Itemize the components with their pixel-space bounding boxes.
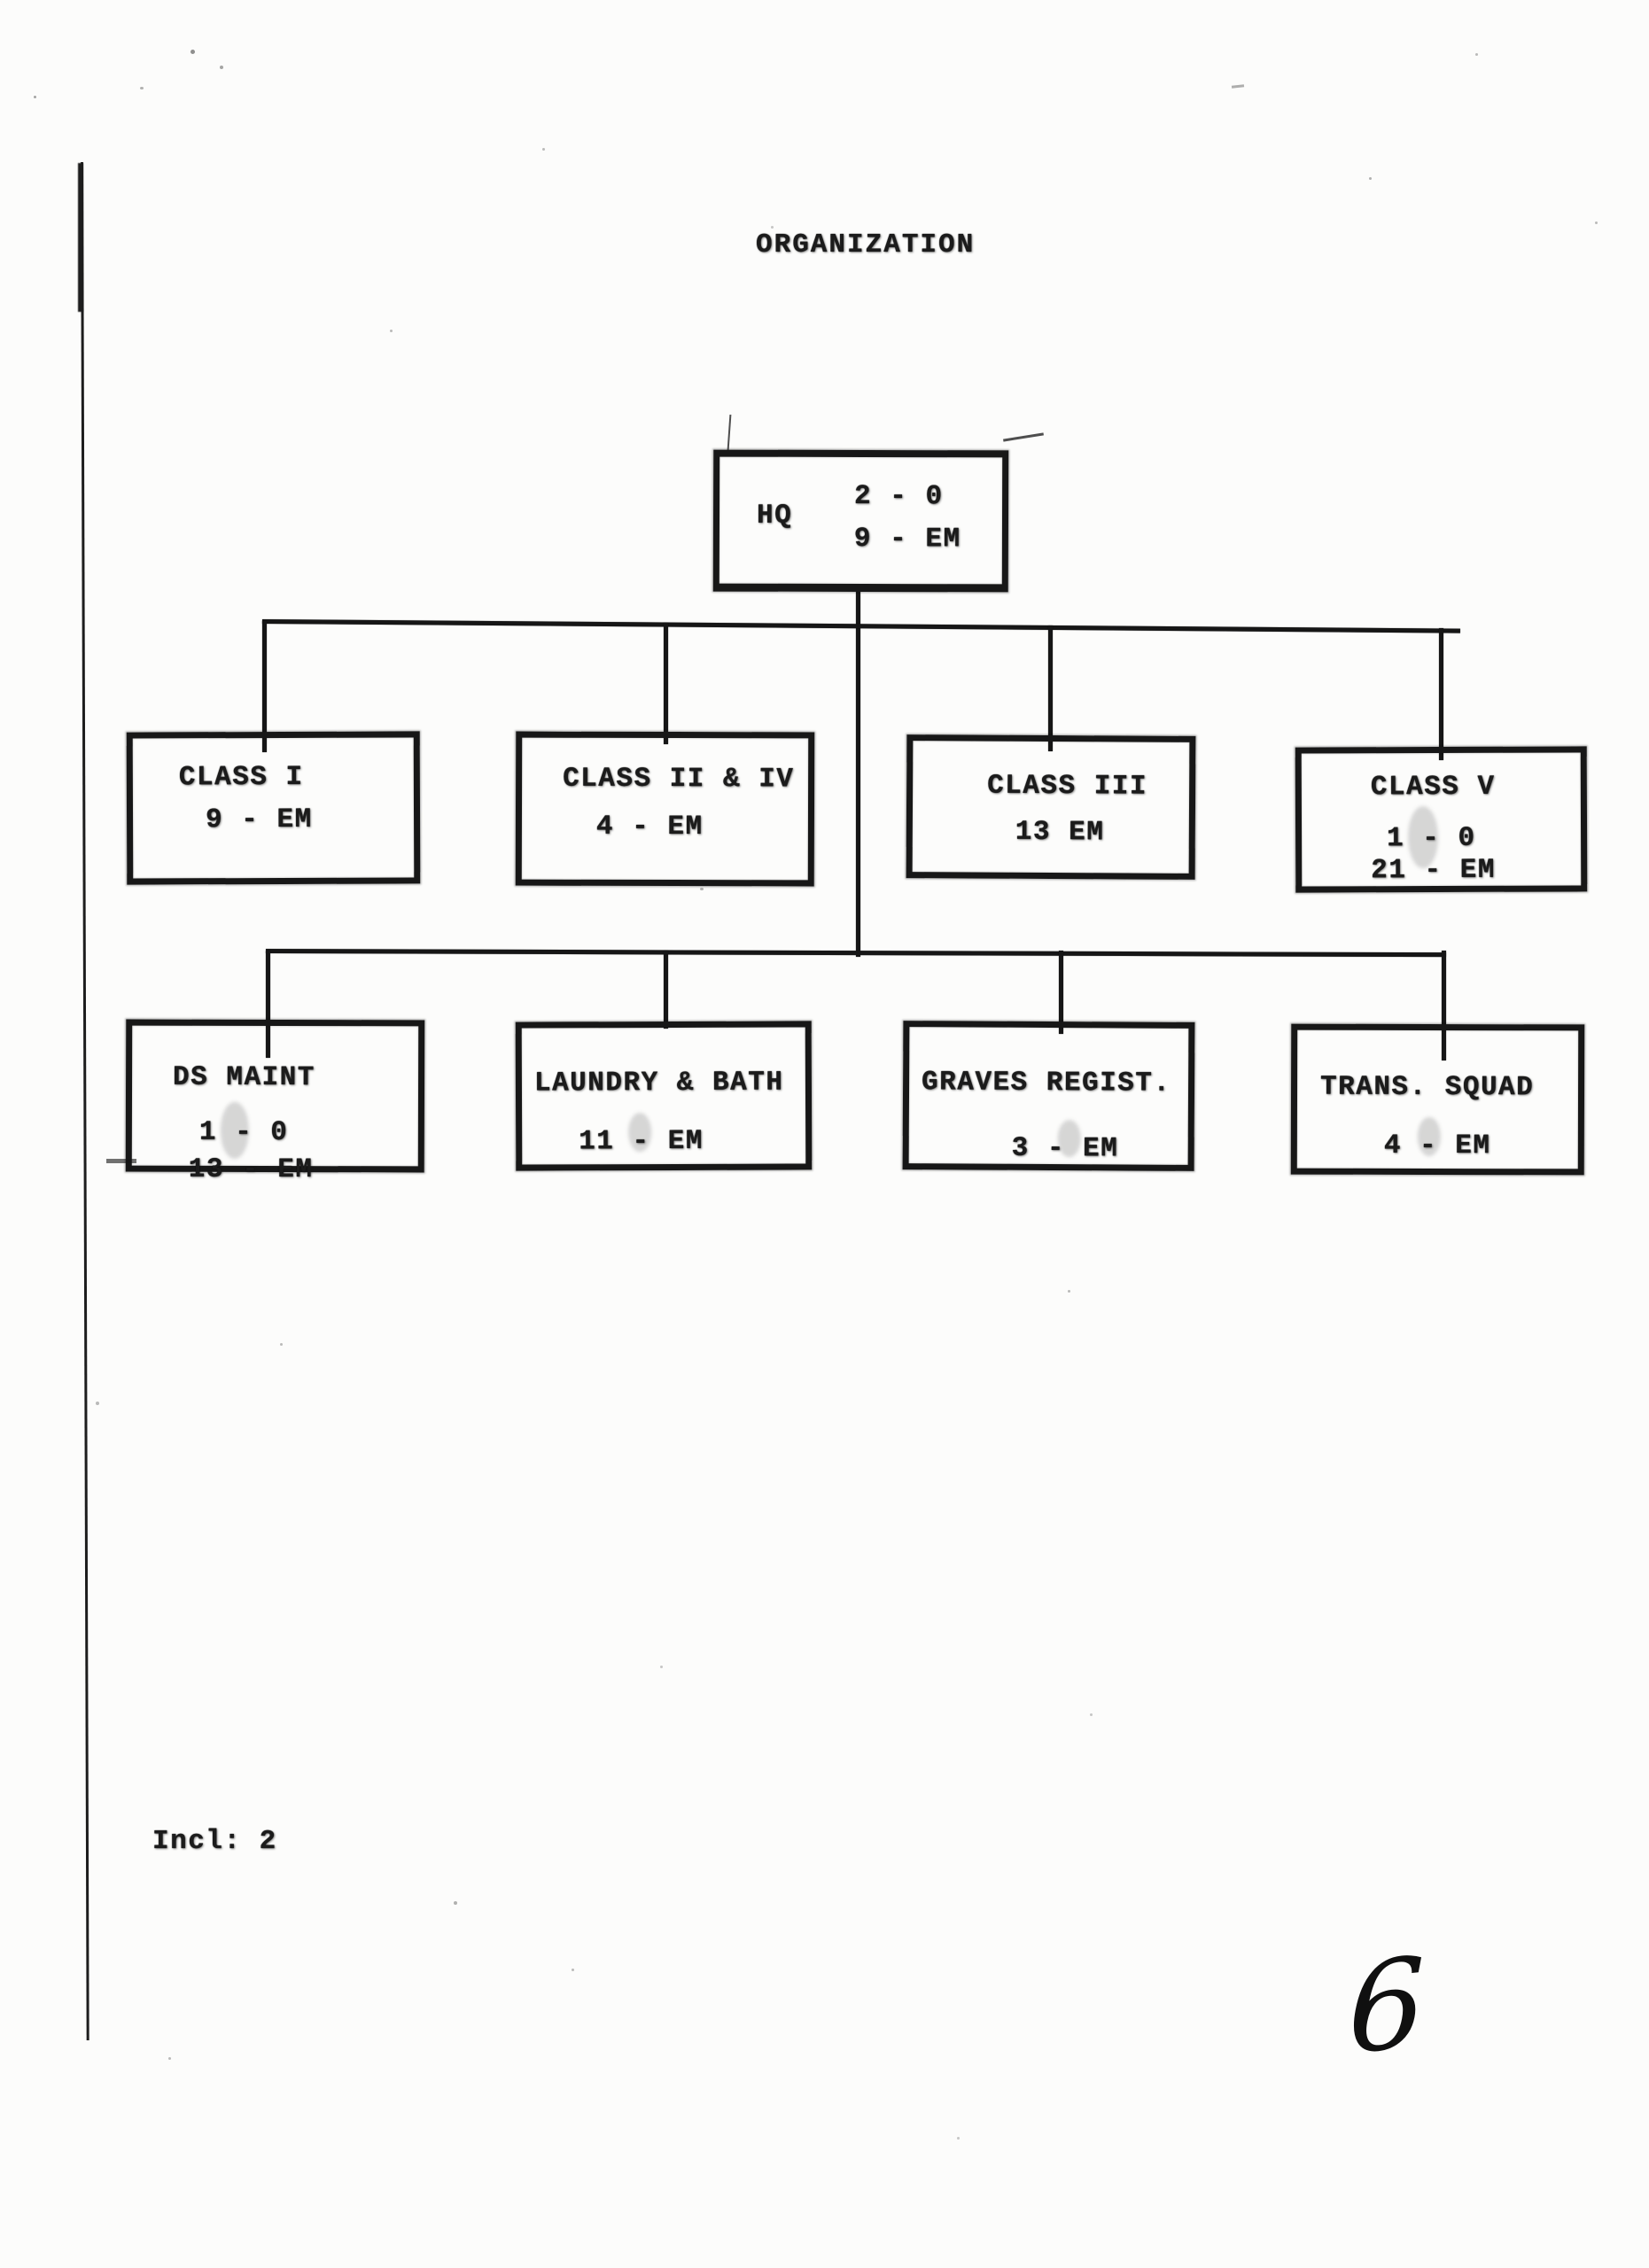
scan-speckle <box>1068 1290 1070 1293</box>
org-box-graves-regist-title: GRAVES REGIST. <box>921 1067 1171 1099</box>
scan-speckle <box>34 96 36 98</box>
scan-speckle <box>140 87 144 89</box>
scan-speckle <box>572 1969 574 1971</box>
scan-speckle <box>168 2057 171 2060</box>
org-box-graves-regist <box>903 1021 1195 1171</box>
scan-speckle <box>957 2137 960 2140</box>
scan-speckle <box>1090 1713 1093 1716</box>
org-box-ds-maint <box>126 1020 424 1186</box>
org-box-class2-4 <box>516 732 814 887</box>
org-box-class5-title: CLASS V <box>1370 771 1496 804</box>
org-box-laundry-bath <box>516 1021 813 1170</box>
scan-speckle <box>280 1343 283 1346</box>
org-box-trans-squad-strength: 4 - EM <box>1383 1130 1491 1162</box>
org-box-hq <box>713 450 1008 593</box>
org-box-class1-title: CLASS I <box>178 761 304 794</box>
handwritten-page-number: 6 <box>1348 1930 1426 2083</box>
org-box-class1-strength: 9 - EM <box>205 804 313 836</box>
org-box-laundry-bath-title: LAUNDRY & BATH <box>533 1067 784 1099</box>
org-box-class5 <box>1295 746 1588 892</box>
scan-speckle <box>191 50 195 54</box>
org-box-class3-strength: 13 EM <box>1015 816 1105 849</box>
connector-hq-drop <box>856 588 860 957</box>
scan-edge-line-top-smear <box>78 163 83 312</box>
scan-speckle <box>390 330 393 332</box>
org-box-class2-4-strength: 4 - EM <box>595 811 704 843</box>
scan-speckle <box>542 148 545 151</box>
scan-speckle <box>96 1402 99 1405</box>
scan-speckle <box>771 226 774 229</box>
scan-mark <box>106 1159 136 1163</box>
scan-speckle <box>700 888 704 890</box>
scan-mark <box>1232 84 1244 88</box>
scan-speckle <box>660 1666 663 1668</box>
connector-drop-class2-4 <box>664 623 668 744</box>
scan-speckle <box>454 1901 457 1905</box>
org-box-graves-regist-strength: 3 - EM <box>1011 1132 1119 1165</box>
org-box-class2-4-title: CLASS II & IV <box>563 763 795 796</box>
scan-mark <box>727 415 732 450</box>
org-box-class3-title: CLASS III <box>987 770 1148 803</box>
connector-drop-class5 <box>1439 628 1443 760</box>
scan-speckle <box>1595 221 1598 224</box>
scan-mark <box>1003 432 1044 441</box>
scan-speckle <box>220 66 223 69</box>
ink-smudge <box>628 1113 651 1152</box>
org-box-trans-squad-title: TRANS. SQUAD <box>1319 1071 1535 1104</box>
org-box-ds-maint-title: DS MAINT <box>173 1061 315 1094</box>
connector-drop-laundry <box>664 951 668 1029</box>
ink-smudge <box>1058 1120 1081 1157</box>
org-box-class5-officers: 1 - 0 <box>1387 822 1476 855</box>
ink-smudge <box>1408 806 1438 868</box>
org-box-ds-maint-enlisted: 13 - EM <box>188 1153 314 1186</box>
scan-speckle <box>1369 177 1372 180</box>
page-title: ORGANIZATION <box>756 229 976 260</box>
org-box-class5-enlisted: 21 - EM <box>1371 854 1496 887</box>
enclosure-note: Incl: 2 <box>152 1826 277 1857</box>
org-box-class1 <box>127 731 421 884</box>
scan-edge-line <box>81 162 89 2040</box>
connector-level2-bus <box>262 619 1460 633</box>
org-box-trans-squad <box>1291 1024 1584 1176</box>
org-box-ds-maint-officers: 1 - 0 <box>198 1116 289 1149</box>
org-box-hq-enlisted: 9 - EM <box>853 523 961 555</box>
org-box-hq-name: HQ <box>756 500 793 532</box>
org-box-class3 <box>906 734 1196 880</box>
ink-smudge <box>1418 1117 1441 1156</box>
connector-drop-class3 <box>1048 625 1053 751</box>
org-box-hq-officers: 2 - 0 <box>854 480 944 513</box>
scan-speckle <box>1475 53 1478 56</box>
ink-smudge <box>221 1102 249 1159</box>
org-box-laundry-bath-strength: 11 - EM <box>579 1125 704 1158</box>
